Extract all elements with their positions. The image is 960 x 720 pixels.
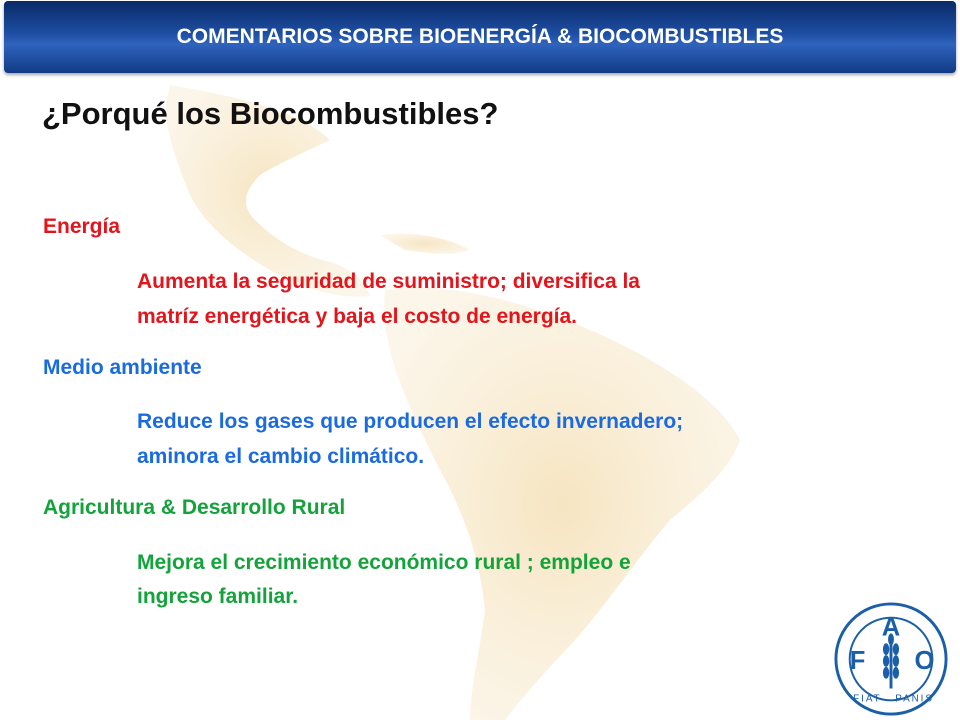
section-heading-agricultura: Agricultura & Desarrollo Rural <box>43 496 346 519</box>
logo-motto-left: FIAT <box>853 693 882 705</box>
section-text-agricultura-line1: Mejora el crecimiento económico rural ; empleo e <box>137 551 631 574</box>
header-title: COMENTARIOS SOBRE BIOENERGÍA & BIOCOMBUSTIBLES <box>176 25 784 48</box>
logo-letter-a: A <box>881 613 901 642</box>
section-heading-medio-ambiente: Medio ambiente <box>43 356 202 379</box>
logo-motto-right: PANIS <box>895 693 934 705</box>
section-heading-energia: Energía <box>43 215 121 238</box>
section-text-energia-line1: Aumenta la seguridad de suministro; diversifica la <box>137 270 640 293</box>
slide-title: ¿Porqué los Biocombustibles? <box>42 96 499 131</box>
section-text-agricultura-line2: ingreso familiar. <box>137 585 299 608</box>
fao-logo <box>832 600 950 718</box>
logo-letter-f: F <box>849 646 866 675</box>
logo-letter-o: O <box>914 646 935 675</box>
section-text-medio-ambiente-line2: aminora el cambio climático. <box>137 445 425 468</box>
section-text-medio-ambiente-line1: Reduce los gases que producen el efecto invernadero; <box>137 410 684 433</box>
section-text-energia-line2: matríz energética y baja el costo de energía. <box>137 305 578 328</box>
